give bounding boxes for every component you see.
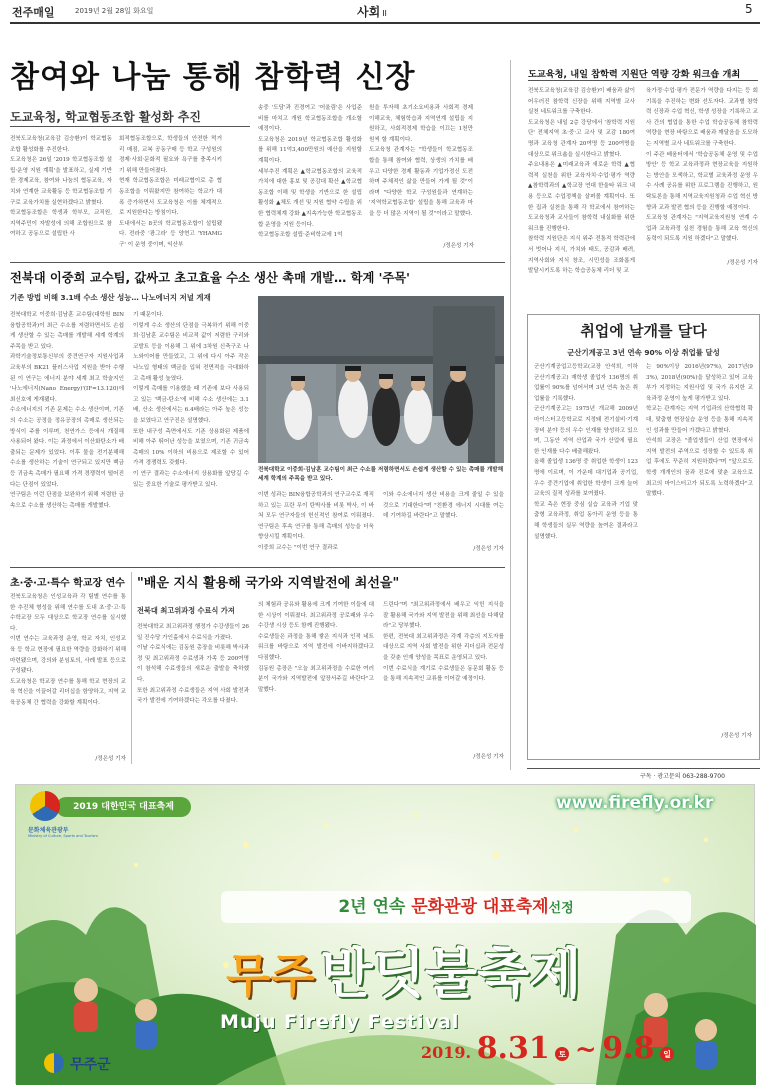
second-col-1: 전북대학교 이중희·김남훈 교수팀(대학원 BIN융합공학과)이 최근 수소를 저렴하면서도 손쉽게 생산할 수 있는 촉매를 개발해 세계 학계의 주목을 받고 있다. 과학기술정보통신부의 중견연구자 지원사업과 교육부의 BK21 플러스사업 지원을 받아 수행된 이 연구는 에너지 분야 세계 최고 학술지인 '나노에너지(Nano Energy)'(IF=13.120)에 최신호에 게재됐다. 수소에너지의 기존 문제는 수소 생산이며, 기존의 수소는 공정을 정유공장의 촉매로 생산되는 방식이 주를 이루며, 천연가스 등에서 개질해 사용되어 왔다. 이는 과정에서 이산화탄소가 배출되는 문제가 있었다. 이후 물을 전기분해해 수소를 생산하는 기술이 연구되고 있지만 백금 등 귀금속 촉매가 필요해 가격 경쟁력이 떨어진다는 단점이 있었다. 연구팀은 이런 단점을 보완하기 위해 저렴한 금속으로 수소를 생산하는 촉매를 개발했다.	[10, 312, 124, 509]
county-logo-icon	[44, 1053, 64, 1073]
festival-title-main: 반딧불축제	[320, 941, 582, 1005]
festival-badge	[56, 797, 191, 817]
festival-dates	[421, 1031, 674, 1066]
festival-year: 2019.	[421, 1043, 472, 1062]
main-col-2: 회적협동조합으로, 학생들의 안전한 먹거리 매점, 교복 공동구매 등 학교 구성원의 경제·사회·문화적 필요와 욕구를 충족시키기 위해 만들어졌다. 현재 학교협동조합은 미래교협이로 총 협동조합을 이뤄왔지만 참여하는 학교가 대폭 증가하면서 도교육청은 이를 체계적으로 지원한다는 방침이다. 도내에서는 8곳의 학교협동조합이 설립됐다. 전라중 '광그라' 등 양현고 'YHAMG구' 이 운영 중이며, 익산부	[119, 136, 222, 248]
second-article-top-rule	[10, 262, 505, 263]
bottom-articles-top-rule	[10, 567, 505, 568]
lab-photo-illustration	[258, 296, 504, 463]
ministry-name-en: Ministry of Culture, Sports and Tourism	[28, 834, 98, 838]
festival-start-date: 8.31	[476, 1031, 550, 1066]
masthead-logo: 전주매일	[12, 6, 55, 19]
ministry-logo-icon	[30, 791, 60, 821]
section-name: 사회	[357, 5, 381, 19]
subscription-rule	[527, 768, 760, 769]
mid-bottom-col-3: 드린다"며 "최고위과정에서 배우고 익힌 지식을 잘 활용해 국가와 지역 발전을 위해 최선을 다해달라"고 당부했다. 한편, 전북대 최고위과정은 각계 각층의 지도자를 대상으로 지역 사회 발전을 위한 리더십과 전문성을 갖춘 인재 양성을 목표로 운영되고 있다. 이번 수료식을 계기로 수료생들은 동문회 활동 등을 통해 지속적인 교류를 이어갈 예정이다.	[383, 602, 504, 683]
mid-bottom-col-1: 전북대학교 최고위과정 행정가 수강생들이 26일 진수당 가인홀에서 수료식을 가졌다. 이날 수료식에는 김동원 총장을 비롯해 박사과정 및 최고위과정 수료생과 가족 등 200여명이 참석해 수료생들의 새로운 출발을 축하했다. 또한 최고위과정 수료생들은 지역 사회 발전과 국가 발전에 기여하겠다는 각오를 다졌다.	[137, 624, 249, 705]
selection-prefix: 2년 연속	[338, 897, 406, 917]
festival-title	[226, 931, 706, 1011]
section-label	[357, 3, 387, 20]
selection-suffix: 선정	[548, 901, 574, 916]
festival-url[interactable]: www.firefly.or.kr	[556, 793, 714, 813]
left-bottom-body: 전북도교육청은 인성교육과 각 팀별 연수를 통한 추진체 형성을 위해 연수를 도내 초·중·고·특수학교장 모두 대상으로 학교장 연수를 실시했다. 이번 연수는 교육과정 운영, 학교 자치, 인성교육 등 학교 현장에 필요한 역량을 강화하기 위해 마련됐으며, 강의와 분임토의, 사례 발표 등으로 구성됐다. 도교육청은 학교장 연수를 통해 학교 현장의 교육 혁신을 이끌어갈 리더십을 함양하고, 지역 교육공동체 간 협력을 강화할 계획이다.	[10, 594, 126, 706]
main-col-1: 전북도교육청(교육감 김승환)이 학교협동조합 활성화를 추진한다. 도교육청은 26일 '2019 학교협동조합 설립·운영 지원 계획'을 발표하고, 실제 기반한 경제교육, 참여와 나눔의 협동교육, 자치와 연계한 교육활동 등 학교협동조합 기구로 교육가치를 실현하겠다고 밝혔다. 학교협동조합은 학생과 학부모, 교직원, 지역주민이 자발성에 의해 조합원으로 참여하고 공동으로 설립한 사	[10, 136, 112, 238]
subscription-info: 구독 · 광고문의 063-288-9700	[640, 773, 725, 780]
selection-main: 문화관광 대표축제	[411, 897, 549, 917]
main-byline: /정은성 기자	[443, 243, 474, 249]
mid-bottom-byline: /정은성 기자	[473, 754, 504, 760]
festival-advertisement	[15, 784, 755, 1084]
festival-english-name: Muju Firefly Festival	[220, 1011, 460, 1033]
main-subhead-rule	[10, 126, 250, 127]
sidebar-headline-rule	[528, 80, 758, 81]
header-rule	[10, 22, 760, 24]
jobs-col-1: 군산기계공업고등학교(교장 안석희, 이하 군산기계공고) 재학생 졸업자 136명의 취업률이 90%를 넘어서며 3년 연속 높은 취업률을 기록했다. 군산기계공고는 1975년 개교해 2009년 마이스터고등학교로 지정돼 전기설비·기계장비 분야 등의 우수 인재를 양성하고 있으며, 그동안 지역 산업과 국가 산업에 필요한 인재를 다수 배출해왔다. 올해 졸업생 136명 중 취업한 학생이 123명에 이르며, 이 가운데 대기업과 공기업, 우수 중견기업에 취업한 학생이 크게 늘어 교육의 질적 성과를 보여줬다. 학교 측은 현장 중심 실습 교육과 기업 맞춤형 교육과정, 취업 동아리 운영 등을 통해 학생들의 실무 역량을 높여온 결과라고 설명했다.	[534, 364, 638, 540]
festival-title-muju: 무주	[226, 949, 315, 1003]
main-subhead: 도교육청, 학교협동조합 활성화 추진	[10, 110, 201, 124]
photo-caption: 전북대학교 이중희·김남훈 교수팀이 최근 수소를 저렴하면서도 손쉽게 생산할 수 있는 촉매를 개발해 세계 학계의 주목을 받고 있다.	[258, 467, 504, 482]
jobs-byline: /정은성 기자	[721, 733, 752, 739]
bottom-divider	[131, 572, 132, 764]
county-name: 무주군	[70, 1057, 111, 1073]
mid-bottom-headline: "배운 지식 활용해 국가와 지역발전에 최선을"	[137, 576, 400, 591]
jobs-subhead: 군산기계공고 3년 연속 90% 이상 취업률 달성	[567, 348, 720, 357]
festival-end-date: 9.8	[602, 1031, 655, 1066]
main-col-4: 원을 투자해 초기소요비용과 사회적 경제 이해교육, 체험학습과 지역연계 설립을 지원하고, 사회적경제 학습을 이끄는 1천만원씩 할 계획이다. 도교육청 관계자는 "학생들이 학교협동조합을 통해 참여와 협력, 상생의 가치를 배우고 다양한 경제 활동과 기업가정신 도전하며 주체적인 삶을 만들어 가게 될 것"이라며 "다양한 학교 구성원들과 연계하는 '지역학교협동조합' 설립을 통해 교육과 마을 등 더 많은 지역이 될 것"이라고 말했다.	[369, 105, 473, 217]
sidebar-byline: /정은성 기자	[727, 260, 758, 266]
main-col-3: 송중 '도담'과 진경여고 '어울림'은 사업준비를 마치고 개원 학교협동조합을 개소할 예정이다. 도교육청은 2019년 학교협동조합 활성화를 위해 11억3,400만원의 예산을 지원할 계획이다. 세부추진 계획은 ▲학교협동조합의 교육적 가치에 대한 홍보 및 공감대 확산 ▲학교협동조합 이해 및 학생을 기반으로 한 설립 활성화 ▲체도 개선 및 지원 협약 수립을 위한 협력체계 강화 ▲지속가능한 학교협동조합 운영을 지원 등이다. 학교협동조합 설립·준비학교에 1억	[258, 105, 362, 239]
second-headline: 전북대 이중희 교수팀, 값싸고 초고효율 수소 생산 촉매 개발… 학계 '주목'	[10, 271, 410, 285]
second-byline: /정은성 기자	[473, 546, 504, 552]
left-bottom-headline: 초·중·고·특수 학교장 연수	[10, 578, 125, 589]
second-col-4: 이와 수소에너지 생산 비용을 크게 줄일 수 있을 것으로 기대한다"며 "친환경 에너지 시대를 여는 데 기여하길 바란다"고 말했다.	[383, 492, 506, 520]
left-bottom-byline: /정은성 기자	[95, 756, 126, 762]
festival-badge-label: 2019 대한민국 대표축제	[73, 802, 174, 812]
second-col-2: 기 때문이다. 이렇게 수소 생산의 단점을 극복하기 위해 이중희·김남훈 교수팀은 비교적 값이 저렴한 구리와 코발트 등을 이용해 그 위에 3차원 신축구조 나노와이어를 만들었고, 그 위에 다시 아주 작은 나노입 형태의 백금을 입혀 전면적을 극대화하고 촉매 활성 높였다. 이렇게 촉매를 이용했을 때 기존에 보다 사용되고 있는 '백금-탄소'에 비해 수소 생산에는 3.1배, 산소 생산에서는 6.4배라는 아주 높은 성능을 보였다고 연구진은 설명했다. 또한 내구성 측면에서도 기존 상용화된 제품에 비해 아주 뛰어난 성능을 보였으며, 기존 귀금속 촉매의 10% 이하의 비용으로 제조할 수 있어 가격 경쟁력도 갖췄다. 이 연구 결과는 수소에너지 상용화를 앞당길 수 있는 중요한 기술로 평가받고 있다.	[133, 312, 249, 488]
main-headline: 참여와 나눔 통해 참학력 신장	[10, 60, 416, 95]
issue-date: 2019년 2월 28일 화요일	[75, 7, 154, 15]
mid-bottom-subhead: 전북대 최고위과정 수료식 가져	[137, 606, 235, 615]
page-number: 5	[745, 2, 753, 16]
sidebar-col-2: 육가정·수업·평가 전문가 역량을 다지는 등 회기록을 추진하는 변화 선도자다. 교과별 참학력 신장과 수업 혁신, 학생 성장을 기록하고 교사 간의 협업을 통한 수업 학습공동체 참학력 역량을 현장 바탕으로 배움과 깨달음을 도모하는 지역별 교사 네트워크를 구축한다. 이 주관 배움터에서 '학습공동체 운영 및 수업 방안' 등 학교 교육과정과 현장교육을 지원하는 방안을 모색하고, 학교별 교육과정 운영 우수 사례 공유를 위한 프로그램을 진행하고, 원탁토론을 통해 지역교육지원청과 수업 혁신 방향과 교과 발전 협의 등을 진행할 예정이다. 도교육청 관계자는 "지역교육지원청 연계 수업과 교육과정 실천 경험을 통해 교육 혁신의 동력이 되도록 지원 하겠다"고 말했다.	[646, 88, 758, 243]
mid-bottom-col-2: 의 체험과 공유와 활용에 크게 기여한 이들에 대한 시상이 이뤄졌다. 최고위과정 공로패와 우수 수강생 시상 등도 함께 진행됐다. 수료생들은 과정을 통해 쌓은 지식과 인적 네트워크를 바탕으로 지역 발전에 이바지하겠다고 다짐했다. 김동원 총장은 "오늘 최고위과정을 수료한 여러분이 국가와 지역발전에 앞장서주길 바란다"고 말했다.	[258, 602, 374, 693]
news-photo	[258, 296, 504, 463]
sidebar-col-1: 전북도교육청(교육감 김승환)이 배움과 삶이 어우러진 참학력 신장을 위해 지역별 교사 실천 네트워크를 구축한다. 도교육청은 내일 2층 강당에서 '참학력 지원단' 전체지역 초·중·고 교사 및 교감 180여명과 교육청 관계자 20여명 등 200여명을 대상으로 위크숍을 실시한다고 밝혔다. 주요내용은 ▲미래교육과 새로운 학력 ▲협력적 실천을 위한 교육자치·수업·평가 역량 ▲참학력과의 ▲학교장 연대 한울타 워크 내용 등으로 수업정책을 살펴볼 계획이다. 또한 집과 실천을 통해 각 학교에서 참여하는 도교육청과 교사들이 참학력 내실화를 위한 워크를 진행한다. 참학력 지원단은 지식 위주 전통적 학력관에서 벗어나 지식, 가치와 태도, 공감과 배려, 지역사회와 지식 창조, 시민성을 조화롭게 발달시키도록 하는 학습공동체 리더 및 교	[528, 88, 635, 275]
column-divider	[510, 60, 511, 770]
sidebar-headline: 도교육청, 내일 참학력 지원단 역량 강화 워크숍 개최	[528, 69, 741, 80]
jobs-headline: 취업에 날개를 달다	[580, 322, 707, 340]
section-roman: II	[382, 9, 387, 18]
selection-banner	[221, 891, 691, 923]
second-col-3: 이번 성과는 BIN융합공학과의 연구교수로 재직하고 있는 프란 무이 탄박사를 비롯 박사, 이 바쳐 모두 연구자들의 헌신적인 참여로 이뤄졌다. 연구팀은 후속 연구를 통해 촉매의 성능을 더욱 향상시킬 계획이다. 이중희 교수는 "이번 연구 결과로	[258, 492, 374, 551]
festival-start-day: 토	[555, 1047, 569, 1061]
jobs-col-2: 는 90%이상 2016년(97%), 2017년(93%), 2018년(90%)을 달성하고 있어 교육부가 지정하는 지원사업 및 국가 유지한 교육과정 운영이 높게 평가받고 있다. 학교는 관계자는 지역 기업과의 산학협력 확대, 맞춤형 현장실습 운영 등을 통해 지속적인 성과를 만들어 가겠다고 밝혔다. 안석희 교장은 "졸업생들이 산업 현장에서 지역 발전의 주역으로 성장할 수 있도록 취업 후에도 꾸준히 지원하겠다"며 "앞으로도 학생 개개인의 꿈과 진로에 맞춘 교육으로 최고의 마이스터고가 되도록 노력하겠다"고 말했다.	[646, 364, 753, 498]
ministry-name: 문화체육관광부	[28, 827, 69, 834]
second-subhead: 기존 방법 비해 3.1배 수소 생산 성능… 나노에너지 저널 게재	[10, 293, 211, 302]
festival-end-day: 일	[660, 1047, 674, 1061]
date-separator: ~	[574, 1035, 597, 1065]
